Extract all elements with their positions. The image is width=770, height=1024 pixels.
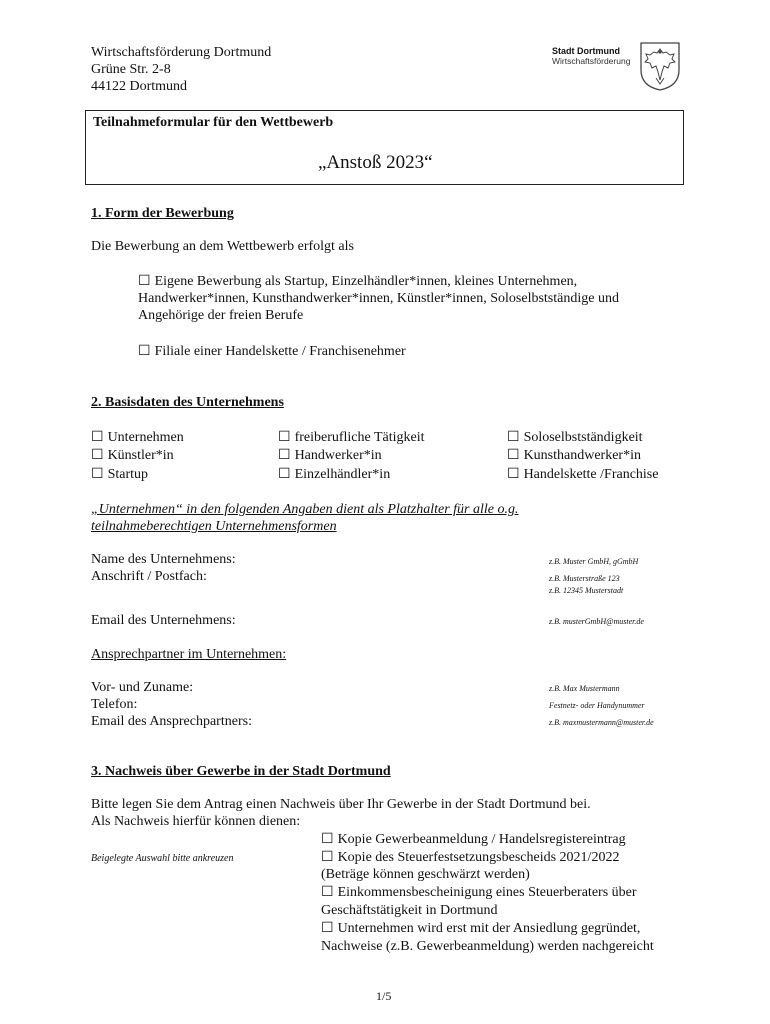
company-address-label: Anschrift / Postfach: [91,569,207,584]
option-label: Einkommensbescheinigung eines Steuerberaters über [337,885,637,900]
company-email-hint[interactable]: z.B. musterGmbH@muster.de [549,617,644,626]
option-unternehmen[interactable] [91,429,184,446]
option-label: Unternehmen wird erst mit der Ansiedlung gegründet, [337,921,641,936]
contact-email-label: Email des Ansprechpartners: [91,714,252,729]
option-label: Startup [107,467,149,482]
checkbox-icon[interactable]: ☐ [321,832,334,847]
checkbox-icon[interactable]: ☐ [507,430,520,445]
option-label: Unternehmen [107,430,184,445]
company-email-label: Email des Unternehmens: [91,613,236,628]
contact-phone-label: Telefon: [91,697,138,712]
option-own-line2: Handwerker*innen, Kunsthandwerker*innen, Künstler*innen, Soloselbstständige und [138,291,619,306]
section1-intro: Die Bewerbung an dem Wettbewerb erfolgt als [91,239,354,254]
checkbox-icon[interactable]: ☐ [278,467,291,482]
checkbox-icon[interactable]: ☐ [507,467,520,482]
section3-heading: 3. Nachweis über Gewerbe in der Stadt Dortmund [91,764,391,779]
company-address-hint-1[interactable]: z.B. Musterstraße 123 [549,574,620,583]
checkbox-icon[interactable]: ☐ [91,448,104,463]
address-line-3: 44122 Dortmund [91,79,188,94]
checkbox-icon[interactable]: ☐ [321,850,334,865]
option-einzelhaendler[interactable] [278,466,390,483]
checkbox-icon[interactable]: ☐ [278,448,291,463]
checkbox-icon[interactable]: ☐ [138,344,151,359]
contact-heading: Ansprechpartner im Unternehmen: [91,647,287,662]
logo-title: Stadt Dortmund [552,46,620,56]
address-line-2: Grüne Str. 2-8 [91,62,171,77]
option-kunsthandwerker[interactable] [507,447,641,464]
option-handwerker[interactable] [278,447,382,464]
proof-option-registration[interactable] [321,831,626,848]
checkbox-icon[interactable]: ☐ [91,467,104,482]
option-own-line1: Eigene Bewerbung als Startup, Einzelhändler*innen, kleines Unternehmen, [154,274,578,289]
contact-phone-hint[interactable]: Festnetz- oder Handynummer [549,701,645,710]
option-label: Kopie Gewerbeanmeldung / Handelsregistereintrag [337,832,626,847]
option-label: freiberufliche Tätigkeit [294,430,425,445]
address-line-1: Wirtschaftsförderung Dortmund [91,45,272,60]
option-label: Künstler*in [107,448,174,463]
company-name-label: Name des Unternehmens: [91,552,236,567]
city-logo [552,40,682,90]
proof-option-founding-line2: Nachweise (z.B. Gewerbeanmeldung) werden nachgereicht [321,939,654,954]
proof-option-tax-advisor[interactable] [321,884,637,901]
checkbox-icon[interactable]: ☐ [278,430,291,445]
placeholder-note-line1: „Unternehmen“ in den folgenden Angaben dient als Platzhalter für alle o.g. [91,502,519,517]
option-label: Kunsthandwerker*in [523,448,641,463]
competition-title: „Anstoß 2023“ [318,152,433,173]
option-own-line3: Angehörige der freien Berufe [138,308,304,323]
option-solo[interactable] [507,429,643,446]
option-own-application[interactable] [138,273,577,290]
option-label: Kopie des Steuerfestsetzungsbescheids 2021/2022 [337,850,620,865]
option-branch-label: Filiale einer Handelskette / Franchisenehmer [154,344,406,359]
option-branch[interactable] [138,343,406,360]
contact-email-hint[interactable]: z.B. maxmustermann@muster.de [549,718,654,727]
option-label: Handwerker*in [294,448,382,463]
form-label: Teilnahmeformular für den Wettbewerb [93,115,334,130]
logo-subtitle: Wirtschaftsförderung [552,56,631,66]
proof-option-founding[interactable] [321,920,640,937]
section1-heading: 1. Form der Bewerbung [91,206,234,221]
option-label: Soloselbstständigkeit [523,430,643,445]
section3-intro-2: Als Nachweis hierfür können dienen: [91,814,301,829]
checkbox-icon[interactable]: ☐ [507,448,520,463]
checkbox-icon[interactable]: ☐ [91,430,104,445]
contact-name-label: Vor- und Zuname: [91,680,194,695]
checkbox-icon[interactable]: ☐ [138,274,151,289]
proof-option-tax-notice[interactable] [321,849,619,866]
company-name-hint[interactable]: z.B. Muster GmbH, gGmbH [549,557,639,566]
proof-option-tax-advisor-line2: Geschäftstätigkeit in Dortmund [321,903,498,918]
option-kuenstler[interactable] [91,447,174,464]
page-number: 1/5 [376,989,392,1003]
checkbox-icon[interactable]: ☐ [321,921,334,936]
section2-heading: 2. Basisdaten des Unternehmens [91,395,284,410]
option-startup[interactable] [91,466,148,483]
contact-name-hint[interactable]: z.B. Max Mustermann [549,684,620,693]
checkbox-icon[interactable]: ☐ [321,885,334,900]
option-label: Handelskette /Franchise [523,467,659,482]
company-address-hint-2[interactable]: z.B. 12345 Musterstadt [549,586,624,595]
eagle-crest-icon [638,40,682,92]
option-label: Einzelhändler*in [294,467,391,482]
option-freiberuflich[interactable] [278,429,425,446]
selection-side-note: Beigelegte Auswahl bitte ankreuzen [91,853,234,864]
option-handelskette[interactable] [507,466,658,483]
placeholder-note-line2: teilnahmeberechtigen Unternehmensformen [91,519,337,534]
proof-option-tax-notice-line2: (Beträge können geschwärzt werden) [321,867,530,882]
section3-intro-1: Bitte legen Sie dem Antrag einen Nachweis über Ihr Gewerbe in der Stadt Dortmund bei. [91,797,591,812]
